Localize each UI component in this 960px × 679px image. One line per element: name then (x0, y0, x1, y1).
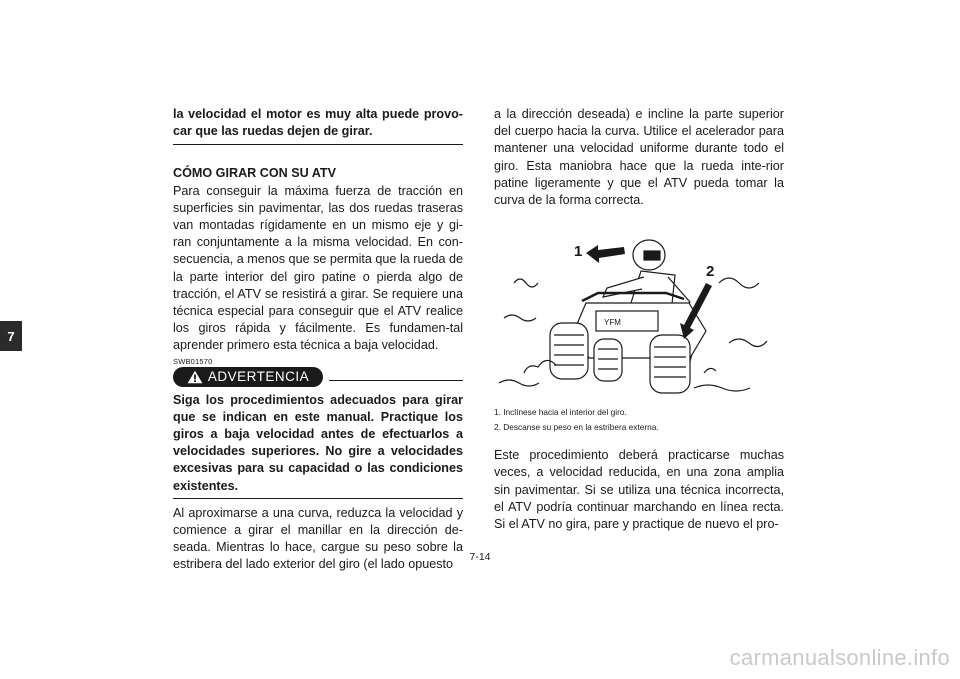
warning-header (173, 367, 463, 387)
watermark: carmanualsonline.info (729, 645, 950, 670)
warning-badge (173, 367, 323, 387)
figure-label-1: 1 (574, 243, 583, 261)
svg-text:YFM: YFM (604, 318, 621, 328)
chapter-number: 7 (7, 328, 15, 344)
figure-captions (494, 405, 784, 435)
figure-label-2: 2 (706, 263, 715, 281)
warning-code: SWB01570 (173, 356, 213, 366)
warning-rule (329, 380, 463, 381)
closing-text: Este procedimiento deberá practicarse muchas veces, a velocidad reducida, en una zona amplia sin pavimentar. Si se utiliza una técnica incorrecta, el ATV podría continuar marchando en línea recta. Si el ATV no gira, pare y practique de nuevo el pro- (494, 448, 784, 532)
divider (173, 144, 463, 145)
lean-arrow-icon (586, 245, 625, 263)
section-heading: CÓMO GIRAR CON SU ATV (173, 166, 337, 181)
warning-label: ADVERTENCIA (207, 369, 310, 385)
left-continuation-text: Al aproximarse a una curva, reduzca la velocidad y comience a girar el manillar en la dirección de-seada. Mientras lo hace, cargue su peso sobre la estribera del lado exterior del giro (el lado opuesto (173, 505, 463, 572)
intro-bold-text: la velocidad el motor es muy alta puede provo-car que las ruedas dejen de girar. (173, 107, 463, 139)
page-number: 7-14 (469, 551, 491, 563)
section-body: Para conseguir la máxima fuerza de tracción en superficies sin pavimentar, las dos ruedas traseras van montadas rígidamente en un mismo eje y gi-ran conjuntamente a la misma velocidad. En con-secuencia, a menos que se permita que la rueda de la parte interior del giro patine o pierda algo de tracción, el ATV se resistirá a girar. Se requiere una técnica especial para conseguir que el ATV realice los giros rápida y fácilmente. Es fundamen-tal aprender primero esta técnica a baja velocidad. (173, 183, 463, 353)
atv-turning-illustration (494, 223, 784, 403)
caption-1: 1. Inclínese hacia el interior del giro. (494, 407, 627, 418)
chapter-tab (0, 321, 22, 351)
warning-end-rule (173, 498, 463, 499)
warning-triangle-icon (187, 370, 203, 384)
warning-text: Siga los procedimientos adecuados para girar que se indican en este manual. Practique los giros a baja velocidad antes de efectuarlos a velocidades superiores. No gire a velocidades excesivas para su capacidad o las condiciones existentes. (173, 392, 463, 493)
right-continuation-text: a la dirección deseada) e incline la parte superior del cuerpo hacia la curva. Utilice el acelerador para mantener una velocidad uniforme durante todo el giro. Esta maniobra hace que la rueda inte-rior patine ligeramente y que el ATV pueda tomar la curva de la forma correcta. (494, 107, 784, 208)
atv-rider-drawing (494, 223, 784, 403)
right-column (494, 106, 784, 533)
left-column (173, 106, 463, 574)
caption-2: 2. Descanse su peso en la estribera externa. (494, 422, 659, 433)
